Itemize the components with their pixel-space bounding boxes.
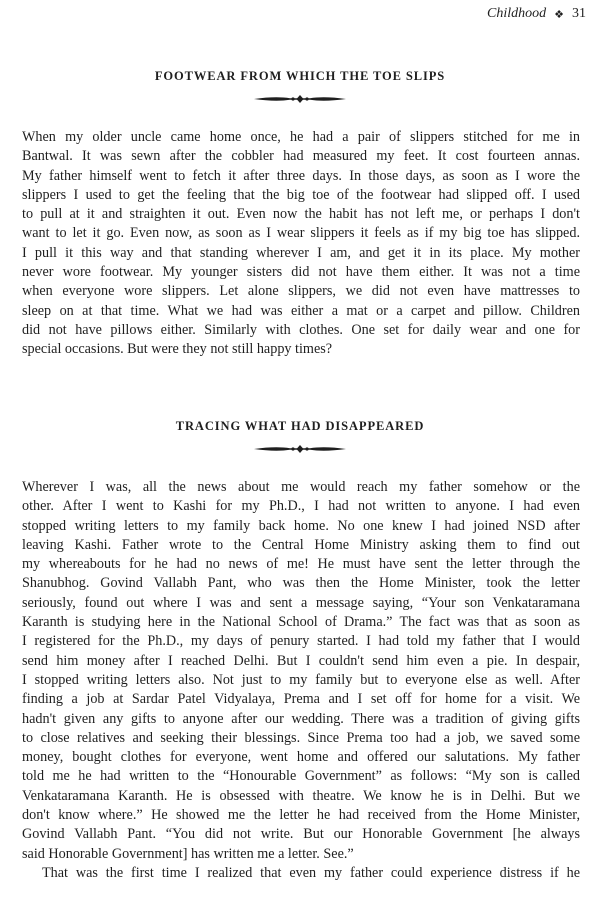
text-line: I pull it this way and that standing wherever I am, and get it in its place. My mother [22,244,580,261]
text-line: want to let it go. Even now, as soon as I wear slippers it feels as if my big toe has slipped. [22,225,580,242]
text-line: leaving Kashi. Father wrote to the Central Home Ministry asking them to find out [22,536,580,553]
section-divider-ornament-icon [0,94,600,104]
text-line: hadn't given any gifts to anyone after our wedding. There was a tradition of giving gifts [22,710,580,727]
text-line: said Honorable Government] has written me a letter. See.” [22,845,354,862]
text-line: I stopped writing letters also. Not just to my family but to everyone else as well. After [22,671,580,688]
text-line: Bantwal. It was sewn after the cobbler had measured my feet. It cost fourteen annas. [22,148,580,165]
text-line: other. After I went to Kashi for my Ph.D., I had not written to anyone. I had even [22,498,580,515]
text-line: don't know where.” He showed me the letter he had received from the Home Minister, [22,807,580,824]
section-heading-tracing: TRACING WHAT HAD DISAPPEARED [175,419,425,433]
text-line: send him money after I reached Delhi. But I couldn't send him even a pie. In despair, [22,652,580,669]
text-line: I registered for the Ph.D., my days of penury started. I had told my father that I would [22,633,580,650]
section-heading-footwear: FOOTWEAR FROM WHICH THE TOE SLIPS [154,69,446,83]
ornament-icon: ❖ [554,8,564,21]
text-line: Karanth is studying here in the National School of Drama.” The fact was that as soon as [22,614,580,631]
text-line: Shanubhog. Govind Vallabh Pant, who was then the Home Minister, took the letter [22,575,580,592]
text-line: stopped writing letters to my family back home. No one knew I had joined NSD after [22,517,580,534]
text-line: to close relatives and seeking their blessings. Since Prema too had a job, we saved some [22,729,580,746]
text-line: to pull at it and straighten it out. Even now the habit has not left me, or perhaps I don't [22,206,580,223]
text-line: Govind Vallabh Pant. “You did not write. But our Honorable Government [he always [22,826,580,843]
text-line: special occasions. But were they not still happy times? [22,341,333,358]
text-line: money, bought clothes for everyone, went home and offered our salutations. My father [22,749,580,766]
text-line: My father himself went to fetch it after three days. In those days, as soon as I wore the [22,167,580,184]
paragraph-tracing [22,478,580,883]
section-divider-ornament-icon [0,444,600,454]
text-line: seriously, found out where I was and sent a message saying, “Your son Venkataramana [22,594,580,611]
text-line: slippers I used to get the feeling that the big toe of the footwear had slipped off. I used [22,186,580,203]
paragraph-footwear [22,128,580,360]
text-line: told me he had written to the “Honourable Government” as follows: “My son is called [22,768,580,785]
text-line: finding a job at Sardar Patel Vidyalaya, Prema and I set off for home for a visit. We [22,691,580,708]
page-number: 31 [572,6,586,21]
text-line: That was the first time I realized that even my father could experience distress if he [42,864,580,881]
text-line: my whereabouts for he had no news of me! He must have sent the letter through the [22,556,580,573]
text-line: never wore footwear. My younger sisters did not have them either. It was not a time [22,264,580,281]
chapter-title: Childhood [487,6,547,21]
running-head [487,6,586,22]
text-line: Wherever I was, all the news about me would reach my father somehow or the [22,479,580,495]
text-line: When my older uncle came home once, he had a pair of slippers stitched for me in [22,129,580,145]
text-line: when everyone wore slippers. Let alone slippers, we did not even have mattresses to [22,283,580,300]
text-line: sleep on at that time. What we had was either a mat or a carpet and pillow. Children [22,302,580,319]
text-line: Venkataramana Karanth. He is obsessed with theatre. We know he is in Delhi. But we [22,787,580,804]
text-line: did not have pillows either. Similarly with clothes. One set for daily wear and one for [22,321,580,338]
